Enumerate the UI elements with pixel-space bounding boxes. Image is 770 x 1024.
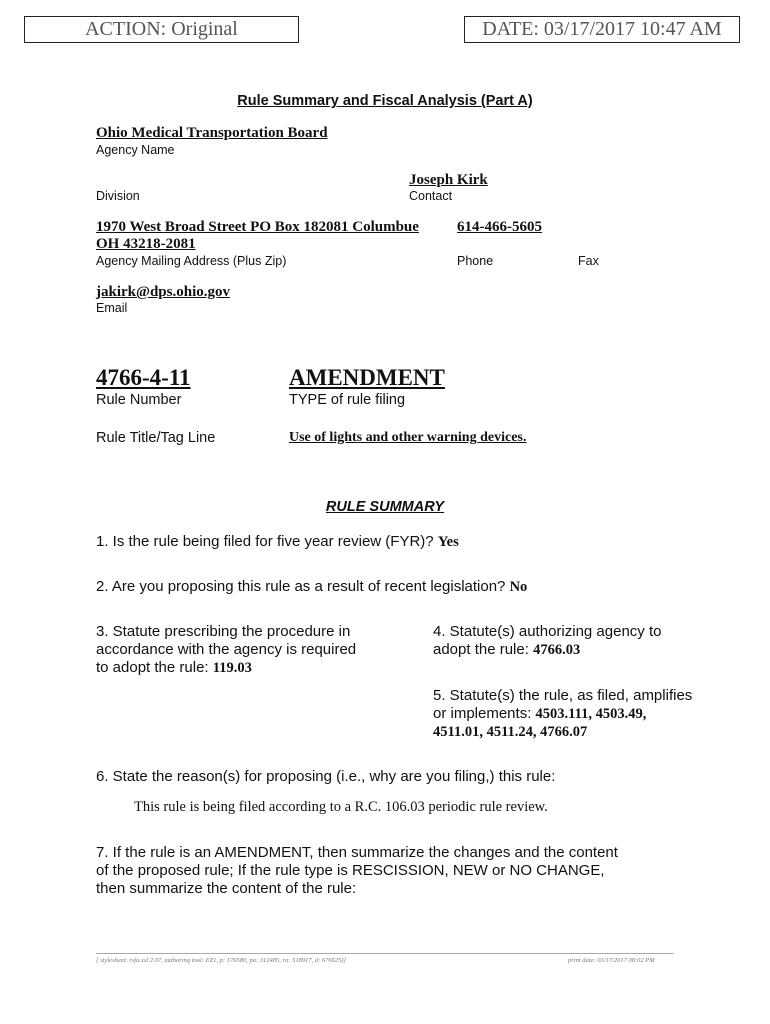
question-1 <box>96 533 459 551</box>
answer-2: No <box>509 579 528 595</box>
address-line2: OH 43218-2081 <box>96 236 196 252</box>
contact-label: Contact <box>409 189 453 203</box>
answer-5-line1: 4503.111, 4503.49, <box>535 706 647 722</box>
phone-number: 614-466-5605 <box>457 219 542 235</box>
phone-label: Phone <box>457 254 494 268</box>
question-2-text: 2. Are you proposing this rule as a result of recent legislation? <box>96 578 506 595</box>
address-line1: 1970 West Broad Street PO Box 182081 Columbue <box>96 219 419 235</box>
question-4-line2: adopt the rule: <box>433 641 529 658</box>
question-7-line3: then summarize the content of the rule: <box>96 880 357 897</box>
rule-number-label: Rule Number <box>96 392 182 408</box>
question-5-line2: or implements: <box>433 705 532 722</box>
rule-type: AMENDMENT <box>289 365 445 390</box>
division-label: Division <box>96 189 140 203</box>
question-2 <box>96 578 527 596</box>
fax-label: Fax <box>578 254 599 268</box>
contact-name: Joseph Kirk <box>409 172 488 188</box>
question-4 <box>433 623 661 659</box>
question-7-line2: of the proposed rule; If the rule type is RESCISSION, NEW or NO CHANGE, <box>96 862 605 879</box>
footer-print-date: print date: 03/17/2017 08:02 PM <box>568 957 655 964</box>
question-5 <box>433 687 692 741</box>
address-label: Agency Mailing Address (Plus Zip) <box>96 254 287 268</box>
footer-rule <box>96 953 674 954</box>
rule-summary-heading: RULE SUMMARY <box>325 499 445 515</box>
rule-number: 4766-4-11 <box>96 365 191 390</box>
question-5-line1: 5. Statute(s) the rule, as filed, amplifies <box>433 687 693 704</box>
question-6: 6. State the reason(s) for proposing (i.e., why are you filing,) this rule: <box>96 768 556 785</box>
form-title: Rule Summary and Fiscal Analysis (Part A) <box>237 93 533 109</box>
question-7 <box>96 844 618 898</box>
date-box: DATE: 03/17/2017 10:47 AM <box>464 16 740 43</box>
agency-name: Ohio Medical Transportation Board <box>96 125 328 141</box>
agency-name-label: Agency Name <box>96 143 175 157</box>
action-box: ACTION: Original <box>24 16 299 43</box>
question-3-line2: accordance with the agency is required <box>96 641 357 658</box>
email-address: jakirk@dps.ohio.gov <box>96 284 230 300</box>
answer-1: Yes <box>437 534 459 550</box>
footer-stylesheet-info: [ stylesheet: rsfa.xsl 2.07, authoring tool: EZ1, p: 176580, pa: 312485, ra: 518917, d: 676625)] <box>96 957 347 964</box>
answer-5-line2: 4511.01, 4511.24, 4766.07 <box>433 724 588 740</box>
question-3-line3: to adopt the rule: <box>96 659 209 676</box>
answer-6: This rule is being filed according to a R.C. 106.03 periodic rule review. <box>134 799 548 815</box>
rule-title: Use of lights and other warning devices. <box>289 430 527 445</box>
rule-type-label: TYPE of rule filing <box>289 392 406 408</box>
question-4-line1: 4. Statute(s) authorizing agency to <box>433 623 662 640</box>
answer-3: 119.03 <box>212 660 252 676</box>
question-7-line1: 7. If the rule is an AMENDMENT, then summarize the changes and the content <box>96 844 618 861</box>
rule-title-label: Rule Title/Tag Line <box>96 430 216 446</box>
question-3-line1: 3. Statute prescribing the procedure in <box>96 623 351 640</box>
question-1-text: 1. Is the rule being filed for five year review (FYR)? <box>96 533 434 550</box>
answer-4: 4766.03 <box>533 642 581 658</box>
question-3 <box>96 623 356 677</box>
email-label: Email <box>96 301 128 315</box>
